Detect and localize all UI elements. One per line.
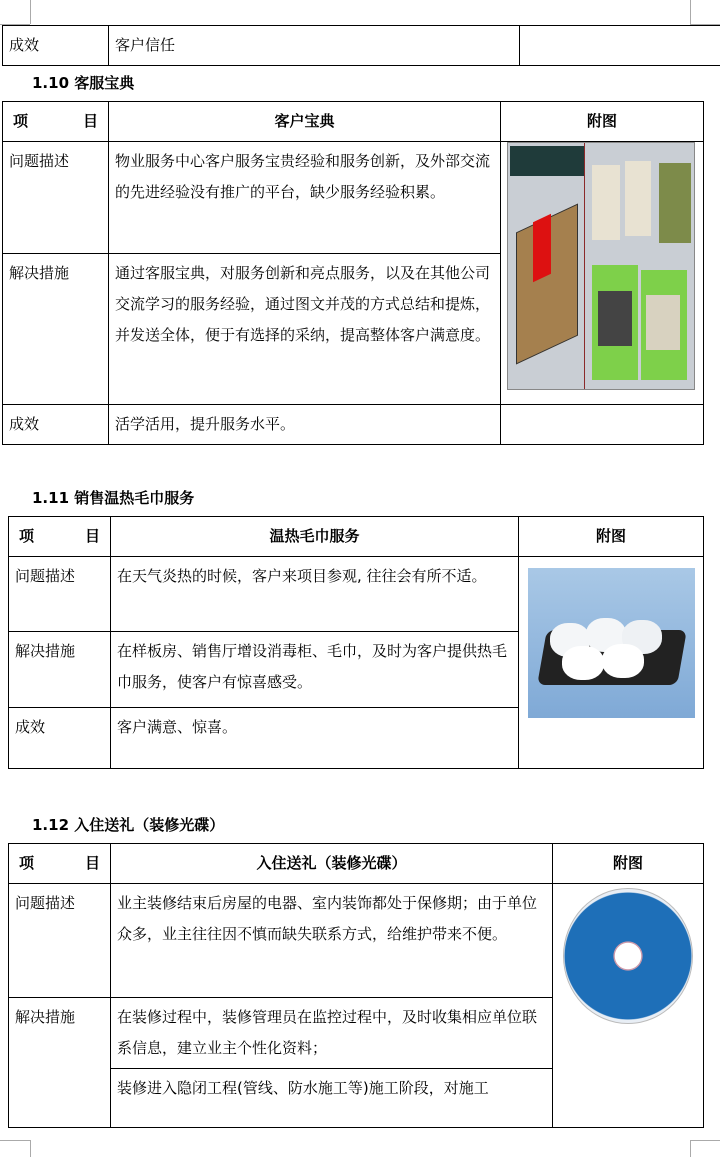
hot-towel-image — [528, 568, 695, 718]
corner-mark — [0, 1140, 30, 1141]
row-text: 装修进入隐闭工程(管线、防水施工等)施工阶段，对施工 — [111, 1069, 553, 1128]
row-text: 在样板房、销售厅增设消毒柜、毛巾，及时为客户提供热毛巾服务，使客户有惊喜感受。 — [111, 632, 519, 708]
row-text: 业主装修结束后房屋的电器、室内装饰都处于保修期；由于单位众多，业主往往因不慎而缺失联系方式，给维护带来不便。 — [111, 884, 553, 998]
section-heading: 1.12 入住送礼（装修光碟） — [32, 816, 225, 834]
header-title: 温热毛巾服务 — [111, 517, 519, 557]
row-text: 物业服务中心客户服务宝贵经验和服务创新，及外部交流的先进经验没有推广的平台，缺少服务经验积累。 — [109, 142, 501, 254]
row-label: 解决措施 — [9, 632, 111, 708]
header-title: 入住送礼（装修光碟） — [111, 844, 553, 884]
row-text: 客户信任 — [109, 26, 520, 66]
corner-mark — [690, 1140, 720, 1141]
row-label: 成效 — [9, 708, 111, 769]
row-text: 通过客服宝典，对服务创新和亮点服务，以及在其他公司交流学习的服务经验，通过图文并茂的方式总结和提炼，并发送全体，便于有选择的采纳，提高整体客户满意度。 — [109, 254, 501, 405]
corner-mark — [30, 0, 31, 24]
image-cell — [520, 26, 720, 66]
header-item: 项 目 — [13, 112, 98, 130]
row-label: 成效 — [3, 26, 109, 66]
corner-mark — [30, 1140, 31, 1157]
corner-mark — [690, 0, 691, 24]
row-text: 在天气炎热的时候，客户来项目参观, 往往会有所不适。 — [111, 557, 519, 632]
row-label: 问题描述 — [3, 142, 109, 254]
header-item: 项 目 — [19, 854, 100, 872]
header-attachment: 附图 — [501, 102, 704, 142]
header-title: 客户宝典 — [109, 102, 501, 142]
section-heading: 1.10 客服宝典 — [32, 74, 135, 92]
row-label: 问题描述 — [9, 557, 111, 632]
row-text: 在装修过程中，装修管理员在监控过程中，及时收集相应单位联系信息，建立业主个性化资料； — [111, 998, 553, 1069]
row-label: 问题描述 — [9, 884, 111, 998]
header-attachment: 附图 — [553, 844, 704, 884]
row-text: 活学活用，提升服务水平。 — [109, 405, 501, 445]
row-label: 解决措施 — [9, 998, 111, 1128]
previous-table — [2, 25, 720, 66]
header-item: 项 目 — [19, 527, 100, 545]
row-label: 解决措施 — [3, 254, 109, 405]
row-text: 客户满意、惊喜。 — [111, 708, 519, 769]
section-heading: 1.11 销售温热毛巾服务 — [32, 489, 195, 507]
decoration-cd-image — [563, 888, 693, 1024]
row-label: 成效 — [3, 405, 109, 445]
corner-mark — [690, 1140, 691, 1157]
customer-handbook-image — [507, 142, 695, 390]
header-attachment: 附图 — [519, 517, 704, 557]
